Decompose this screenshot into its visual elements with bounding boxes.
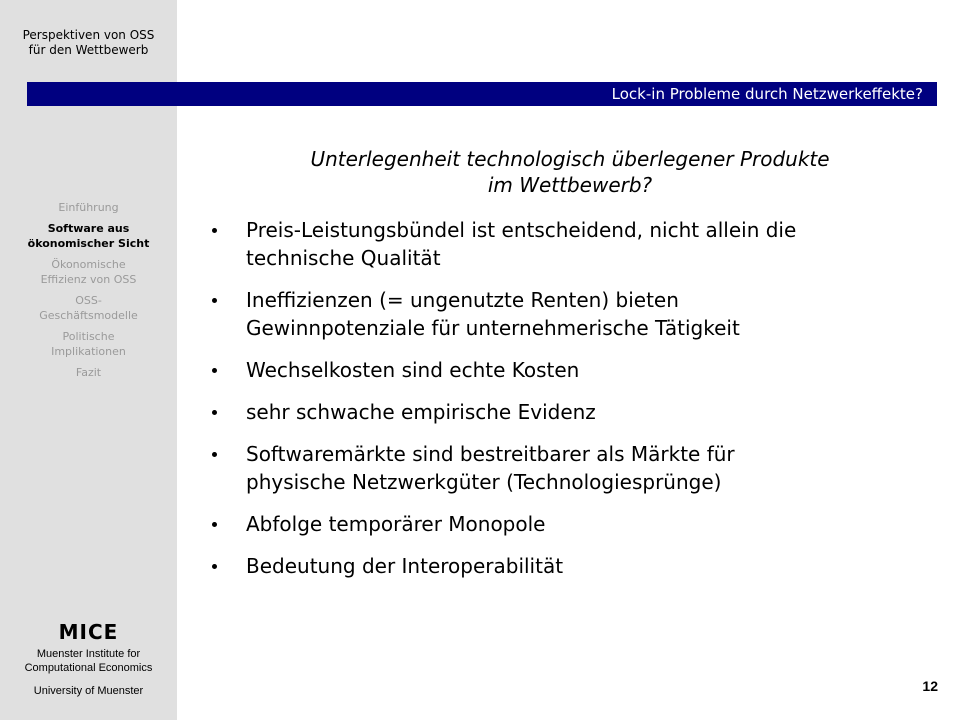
bullet-item (212, 440, 932, 496)
nav-item-label: Fazit (75, 366, 102, 379)
institute-name-line-2: Computational Economics (24, 662, 153, 674)
nav-item-label: Software aus (47, 222, 130, 235)
bullet-text: Wechselkosten sind echte Kosten (246, 358, 580, 382)
bullet-dot-icon (212, 368, 217, 373)
bullet-item (212, 356, 932, 384)
nav-item-software-aus-oekonomischer-sicht[interactable] (0, 221, 177, 251)
bullet-list (212, 216, 932, 594)
bullet-text: Bedeutung der Interoperabilität (246, 554, 564, 578)
bullet-text: Abfolge temporärer Monopole (246, 512, 546, 536)
slide-header-bar (27, 82, 937, 106)
mice-logo: MICE (58, 620, 119, 644)
nav-item-oekonomische-effizienz[interactable] (0, 257, 177, 287)
nav-item-label: Geschäftsmodelle (39, 309, 138, 322)
nav-item-oss-geschaeftsmodelle[interactable] (0, 293, 177, 323)
presentation-title-line-2: für den Wettbewerb (28, 43, 149, 57)
nav-item-label: Politische (62, 330, 115, 343)
nav-item-einfuehrung[interactable] (0, 200, 177, 215)
bullet-dot-icon (212, 410, 217, 415)
bullet-item (212, 398, 932, 426)
bullet-text: Ineffizienzen (= ungenutzte Renten) bieten (246, 288, 679, 312)
bullet-text: sehr schwache empirische Evidenz (246, 400, 596, 424)
slide-title: Lock-in Probleme durch Netzwerkeffekte? (611, 85, 923, 103)
page-number: 12 (922, 678, 938, 694)
nav-item-label: Ökonomische (51, 258, 126, 271)
bullet-item (212, 510, 932, 538)
section-nav (0, 200, 177, 386)
slide-subtitle-line-1: Unterlegenheit technologisch überlegener Produkte (310, 147, 830, 171)
nav-item-label: Effizienz von OSS (40, 273, 137, 286)
nav-item-label: ökonomischer Sicht (27, 237, 150, 250)
nav-item-label: Einführung (58, 201, 119, 214)
bullet-dot-icon (212, 564, 217, 569)
nav-item-politische-implikationen[interactable] (0, 329, 177, 359)
slide-subtitle (230, 146, 910, 198)
bullet-dot-icon (212, 522, 217, 527)
bullet-item (212, 216, 932, 272)
nav-item-label: OSS- (75, 294, 102, 307)
bullet-text: physische Netzwerkgüter (Technologiesprünge) (246, 470, 722, 494)
sidebar (0, 0, 177, 720)
bullet-text: Preis-Leistungsbündel ist entscheidend, nicht allein die (246, 218, 797, 242)
institute-name (0, 647, 177, 675)
bullet-text: Gewinnpotenziale für unternehmerische Tätigkeit (246, 316, 740, 340)
slide-subtitle-line-2: im Wettbewerb? (487, 173, 653, 197)
bullet-item (212, 286, 932, 342)
nav-item-fazit[interactable] (0, 365, 177, 380)
university-name: University of Muenster (33, 685, 144, 697)
presentation-title-line-1: Perspektiven von OSS (22, 28, 155, 42)
nav-item-label: Implikationen (51, 345, 126, 358)
bullet-dot-icon (212, 298, 217, 303)
bullet-dot-icon (212, 452, 217, 457)
bullet-text: technische Qualität (246, 246, 441, 270)
presentation-title (0, 28, 177, 58)
bullet-text: Softwaremärkte sind bestreitbarer als Märkte für (246, 442, 735, 466)
institute-name-line-1: Muenster Institute for (36, 648, 141, 660)
bullet-item (212, 552, 932, 580)
bullet-dot-icon (212, 228, 217, 233)
